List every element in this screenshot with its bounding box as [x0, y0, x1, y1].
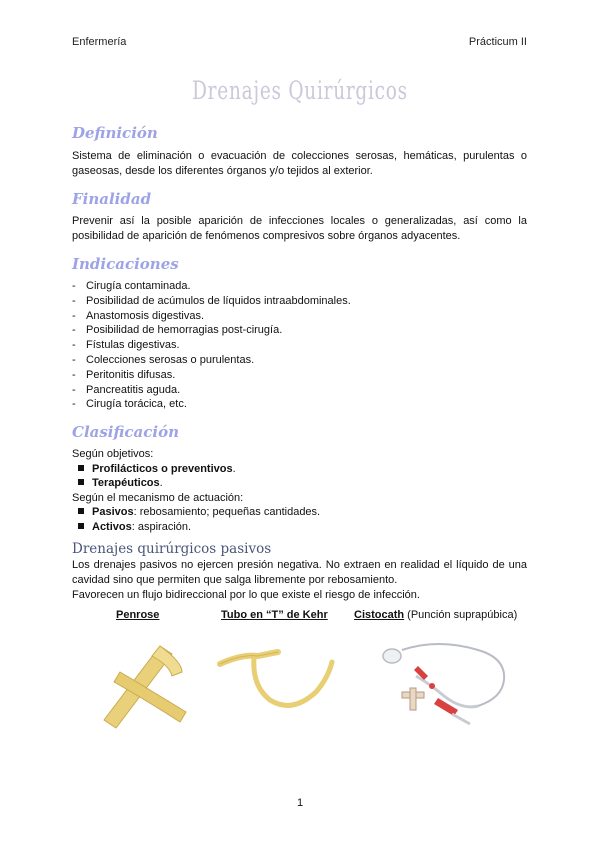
caption-cistocath: Cistocath (Punción suprapúbica)	[354, 609, 518, 621]
pasivos-text-2: Favorecen un flujo bidireccional por lo que existe el riesgo de infección.	[72, 589, 420, 601]
list-item: - Colecciones serosas o purulentas.	[72, 353, 255, 366]
header-right: Prácticum II	[468, 36, 527, 48]
caption-kehr: Tubo en “T” de Kehr	[221, 609, 328, 621]
heading-definicion: Definición	[72, 124, 158, 142]
list-item: Profilácticos o preventivos.	[78, 462, 236, 476]
list-item: - Cirugía contaminada.	[72, 280, 191, 292]
list-item: - Posibilidad de acúmulos de líquidos intraabdominales.	[72, 294, 351, 307]
header-left: Enfermería	[72, 36, 127, 48]
pasivos-text-1: Los drenajes pasivos no ejercen presión negativa. No extraen en realidad el líquido de una cavidad sino que permiten que salga libremente por rebosamiento.	[72, 559, 527, 586]
page-title: Drenajes Quirúrgicos	[192, 76, 408, 105]
finalidad-text: Prevenir así la posible aparición de infecciones locales o generalizadas, así como la posibilidad de aparición de fenómenos compresivos sobre órganos adyacentes.	[72, 215, 527, 242]
indicaciones-list	[72, 279, 351, 412]
list-item: - Pancreatitis aguda.	[72, 383, 181, 396]
caption-penrose: Penrose	[116, 609, 160, 621]
objetivos-label: Según objetivos:	[72, 448, 154, 460]
list-item: - Fístulas digestivas.	[72, 339, 180, 352]
penrose-drain-image	[90, 632, 200, 732]
list-item: Terapéuticos.	[78, 476, 163, 490]
heading-clasificacion: Clasificación	[72, 423, 179, 441]
heading-finalidad: Finalidad	[72, 190, 152, 208]
list-item: - Cirugía torácica, etc.	[72, 398, 187, 411]
list-item: Pasivos: rebosamiento; pequeñas cantidades.	[78, 505, 320, 519]
definicion-text: Sistema de eliminación o evacuación de colecciones serosas, hemáticas, purulentas o gaseosas, desde los diferentes órganos y/o tejidos al exterior.	[72, 150, 527, 177]
list-item: - Anastomosis digestivas.	[72, 309, 204, 322]
cistocath-image	[378, 636, 528, 736]
list-item: Activos: aspiración.	[78, 520, 191, 534]
kehr-t-tube-image	[212, 636, 342, 726]
list-item: - Posibilidad de hemorragias post-cirugía.	[72, 324, 283, 337]
list-item: - Peritonitis difusas.	[72, 368, 176, 381]
mecanismo-label: Según el mecanismo de actuación:	[72, 492, 244, 504]
heading-pasivos: Drenajes quirúrgicos pasivos	[72, 541, 272, 557]
heading-indicaciones: Indicaciones	[72, 255, 179, 273]
page-number: 1	[296, 797, 304, 809]
